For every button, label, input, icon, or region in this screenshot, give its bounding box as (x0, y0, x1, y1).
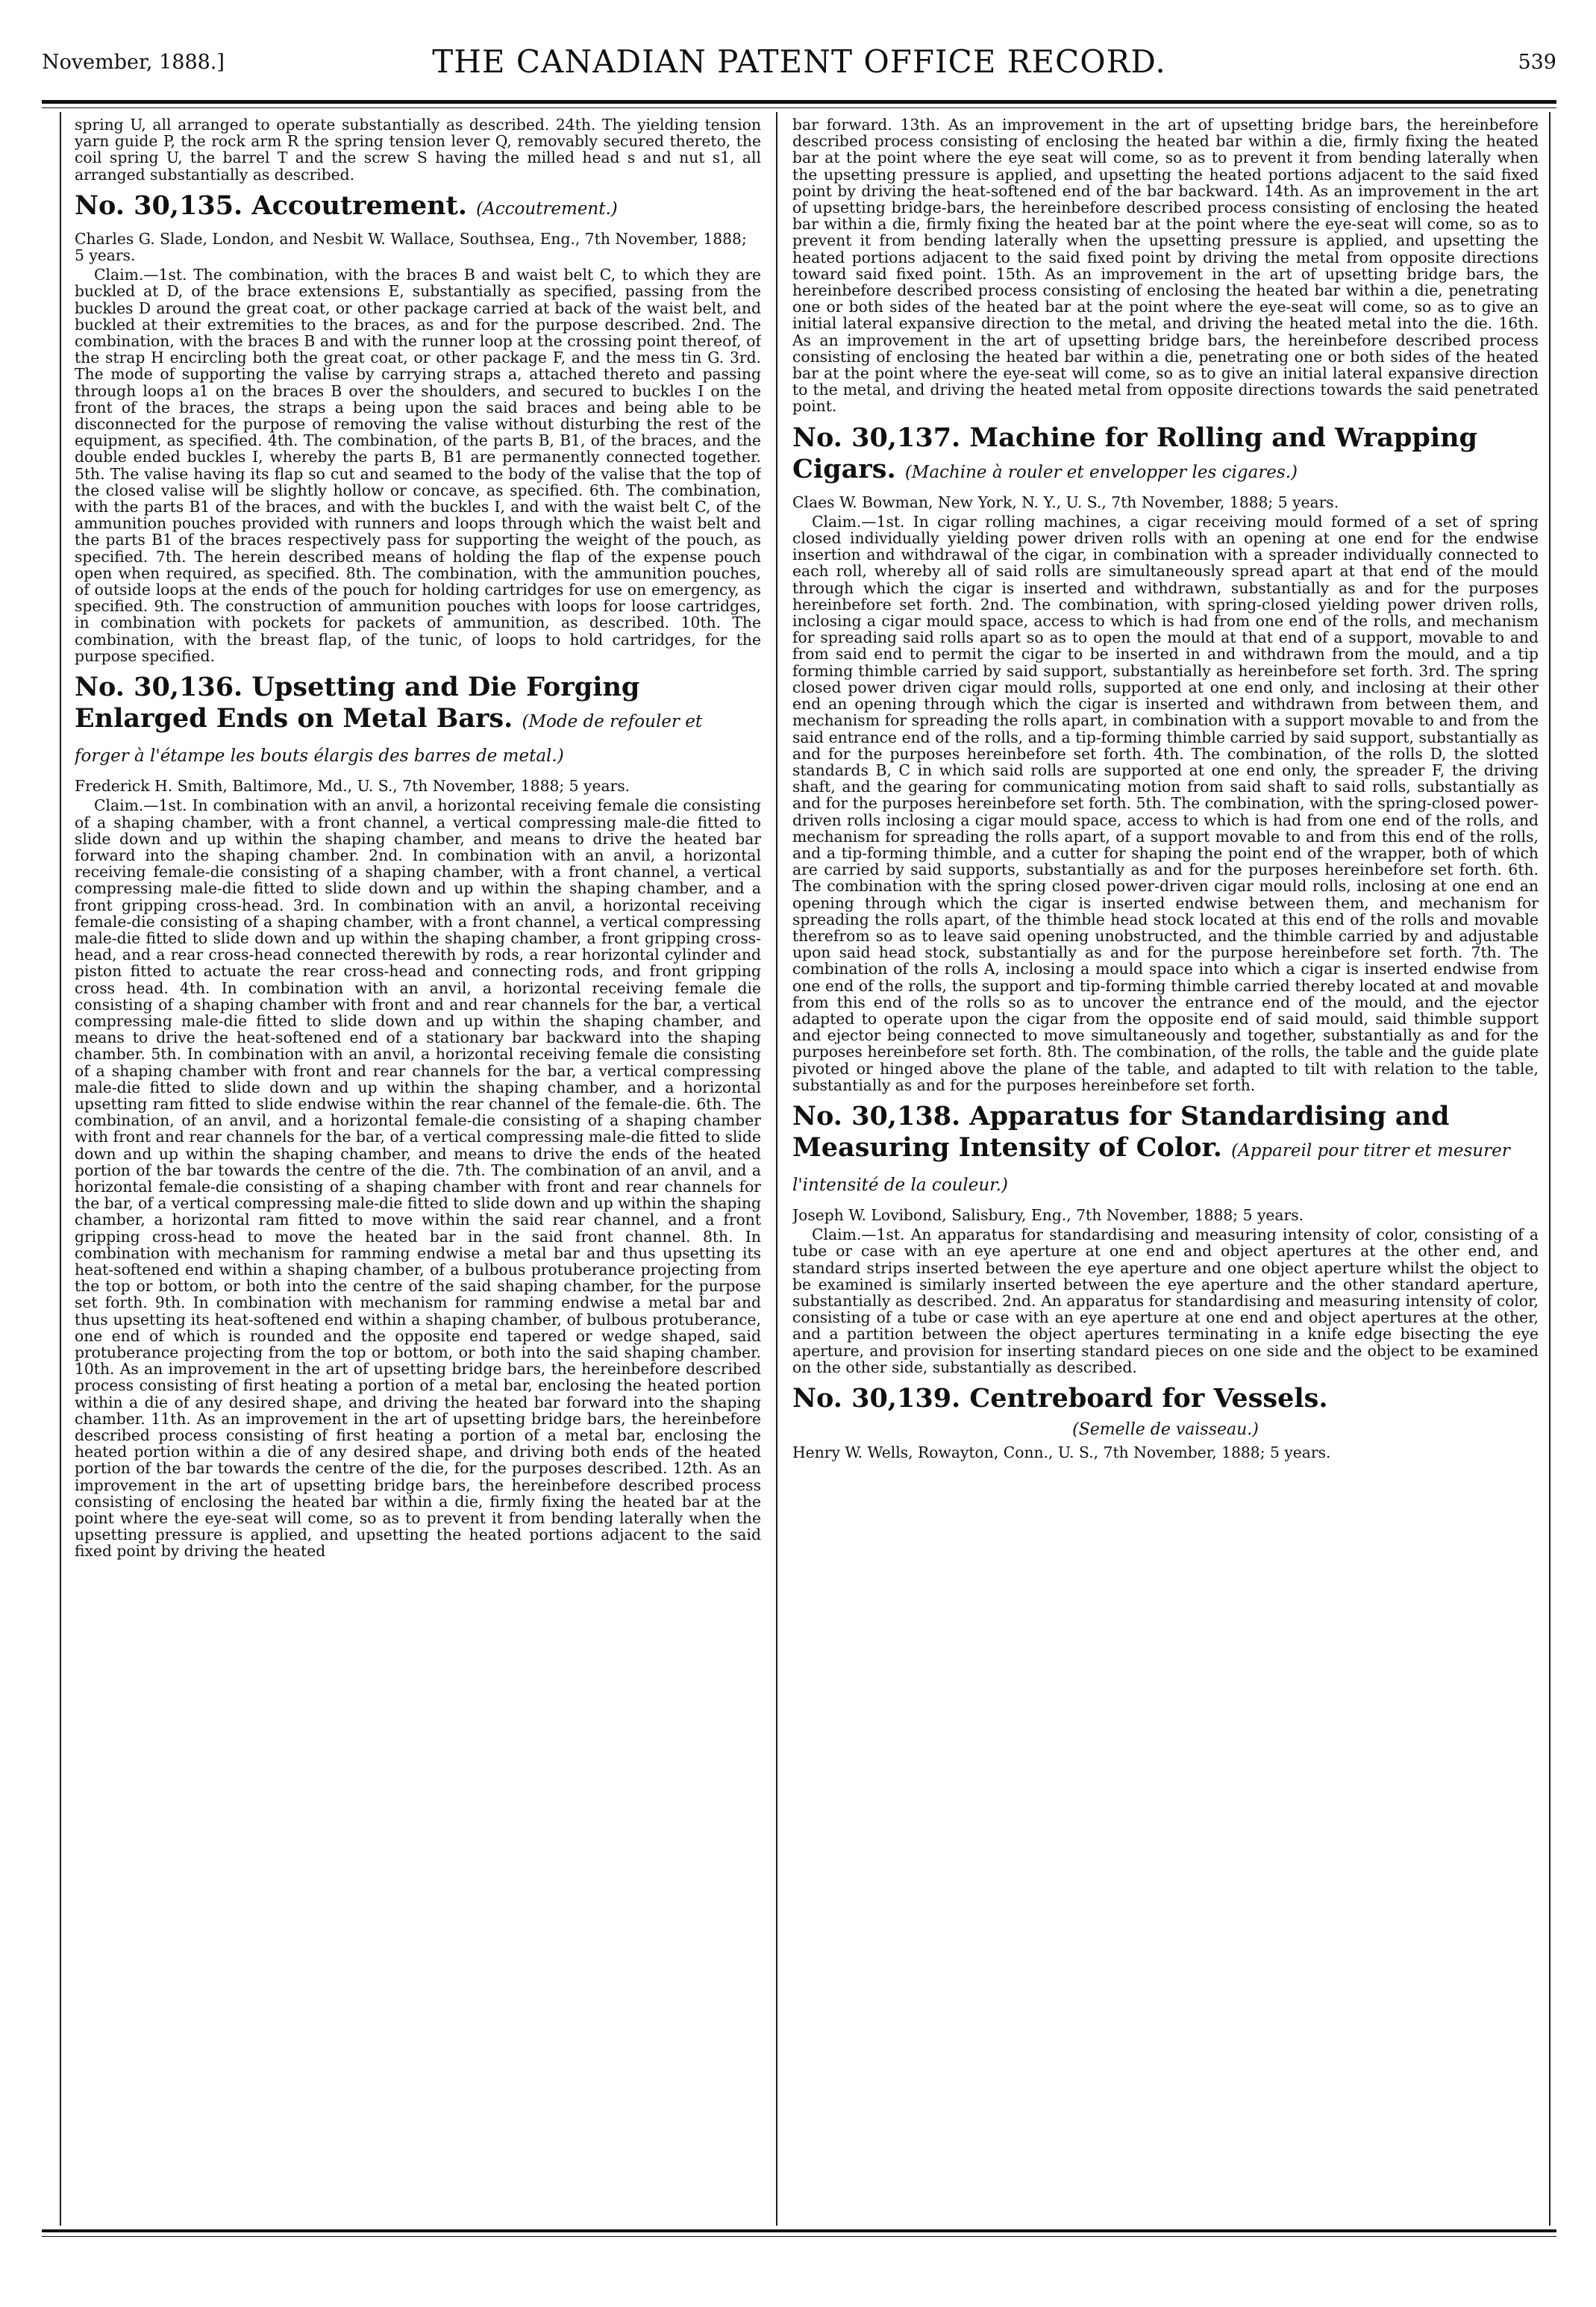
patent-title: No. 30,138. Apparatus for Standardising and Measuring Intensity of Color. (792, 1100, 1450, 1163)
patent-french-title: (Mode de refouler et forger à l'étampe les bouts élargis des barres de metal.) (75, 712, 703, 767)
continued-claim-text: bar forward. 13th. As an improvement in the art of upsetting bridge bars, the hereinbefore described process consisting of enclosing the heated bar within a die, firmly fixing the heated bar at the point where the eye seat will come, so as to prevent it from bending laterally when the upsetting pressure is applied, and upsetting the heated portions adjacent to the said fixed point by driving the heat-softened end of the bar backward. 14th. As an improvement in the art of upsetting bridge-bars, the hereinbefore described process consisting of enclosing the heated bar within a die, firmly fixing the heated bar at the point where the eye-seat will come, so as to prevent it from bending laterally when the upsetting pressure is applied, and upsetting the heated portions adjacent to the said fixed point by driving the metal from opposite directions toward said fixed point. 15th. As an improvement in the art of upsetting bridge bars, the hereinbefore described process consisting of enclosing the heated bar within a die, penetrating one or both sides of the heated bar at the point where the eye-seat will come, so as to give an initial lateral expansive direction to the metal, and driving the heated metal into the die. 16th. As an improvement in the art of upsetting bridge bars, the hereinbefore described process consisting of enclosing the heated bar within a die, penetrating one or both sides of the heated bar at the point where the eye-seat will come, so as to give an initial lateral expansive direction to the metal, and driving the heated metal from opposite directions towards the said penetrated point. (792, 116, 1539, 416)
patent-inventor: Claes W. Bowman, New York, N. Y., U. S., 7th November, 1888; 5 years. (792, 493, 1339, 511)
left-column (75, 116, 761, 2226)
publication-title: THE CANADIAN PATENT OFFICE RECORD. (432, 43, 1166, 80)
right-column (792, 116, 1539, 2226)
patent-french-title: (Machine à rouler et envelopper les cigares.) (904, 462, 1298, 482)
patent-claims: Claim.—1st. In cigar rolling machines, a cigar receiving mould formed of a set of spring closed individually yielding power driven rolls with an opening at one end for the endwise insertion and withdrawal of the cigar, in combination with a spreader individually connected to each roll, whereby all of said rolls are simultaneously spread apart at that end of the mould through which the cigar is inserted and withdrawn, substantially as and for the purposes hereinbefore set forth. 2nd. The combination, with spring-closed yielding power driven rolls, inclosing a cigar mould space, access to which is had from one end of the rolls, and mechanism for spreading said rolls apart so as to open the mould at that end of a support, movable to and from said end to permit the cigar to be inserted in and withdrawn from the mould, and a tip forming thimble carried by said support, substantially as hereinbefore set forth. 3rd. The spring closed power driven cigar mould rolls, supported at one end only, and inclosing at their other end an opening through which the cigar is inserted and withdrawn from between them, and mechanism for spreading the rolls apart, in combination with a support movable to and from the said entrance end of the rolls, and a tip-forming thimble carried by said support, substantially as and for the purposes hereinbefore set forth. 4th. The combination, of the rolls D, the slotted standards B, C in which said rolls are supported at one end only, the spreader F, the driving shaft, and the gearing for communicating motion from said shaft to said rolls, substantially as and for the purposes hereinbefore set forth. 5th. The combination, with the spring-closed power-driven rolls inclosing a cigar mould space, access to which is had from one end of the rolls, and mechanism for spreading the rolls apart, of a support movable to and from this end of the rolls, and a tip-forming thimble, and a cutter for shaping the point end of the wrapper, both of which are carried by said supports, substantially as and for the purposes hereinbefore set forth. 6th. The combination with the spring closed power-driven cigar mould rolls, inclosing at one end an opening through which the cigar is inserted endwise between them, and mechanism for spreading the rolls apart, of the thimble head stock located at this end of the rolls and movable therefrom so as to leave said opening unobstructed, and the thimble carried by and adjustable upon said head stock, substantially as and for the purpose hereinbefore set forth. 7th. The combination of the rolls A, inclosing a mould space into which a cigar is inserted endwise from one end of the rolls, the support and tip-forming thimble carried thereby located at and movable from this end of the rolls so as to uncover the entrance end of the mould, and the ejector adapted to operate upon the cigar from the opposite end of said mould, said thimble support and ejector being connected to move simultaneously and together, substantially as and for the purposes hereinbefore set forth. 8th. The combination, of the rolls, the table and the guide plate pivoted or hinged above the plane of the table, and adapted to tilt with relation to the table, substantially as and for the purposes hereinbefore set forth. (792, 512, 1539, 1094)
patent-title: No. 30,136. Upsetting and Die Forging Enlarged Ends on Metal Bars. (75, 672, 640, 734)
page-header (42, 43, 1556, 85)
patent-title: No. 30,139. Centreboard for Vessels. (792, 1383, 1328, 1414)
patent-heading-30135 (75, 190, 761, 225)
column-divider (776, 112, 777, 2226)
top-rule (42, 100, 1556, 104)
page-number: 539 (1518, 51, 1556, 74)
patent-inventor: Henry W. Wells, Rowayton, Conn., U. S., 7th November, 1888; 5 years. (792, 1443, 1331, 1461)
header-date: November, 1888.] (42, 51, 225, 74)
patent-french-title: (Appareil pour titrer et mesurer l'intensité de la couleur.) (792, 1140, 1510, 1195)
patent-inventor: Charles G. Slade, London, and Nesbit W. Wallace, Southsea, Eng., 7th November, 1888; 5 years. (75, 229, 747, 265)
patent-title: No. 30,137. Machine for Rolling and Wrapping Cigars. (792, 422, 1478, 484)
patent-title: No. 30,135. Accoutrement. (75, 190, 467, 221)
right-border (1549, 112, 1550, 2226)
bottom-rule-thin (42, 2236, 1556, 2237)
bottom-rule (42, 2229, 1556, 2232)
patent-inventor: Frederick H. Smith, Baltimore, Md., U. S., 7th November, 1888; 5 years. (75, 777, 630, 796)
patent-heading-30139 (792, 1383, 1539, 1414)
patent-claims: Claim.—1st. An apparatus for standardising and measuring intensity of color, consisting of a tube or case with an eye aperture at one end and object apertures at the other end, and standard strips inserted between the eye aperture and one object aperture whilst the object to be examined is similarly inserted between the eye aperture and the other standard aperture, substantially as described. 2nd. An apparatus for standardising and measuring intensity of color, consisting of a tube or case with an eye aperture at one end and object apertures at the other, and a partition between the object apertures terminating in a knife edge bisecting the eye aperture, and provision for inserting standard pieces on one side and the object to be examined on the other side, substantially as described. (792, 1226, 1539, 1376)
patent-inventor: Joseph W. Lovibond, Salisbury, Eng., 7th November, 1888; 5 years. (792, 1205, 1304, 1224)
left-border (60, 112, 61, 2226)
continued-claim-text: spring U, all arranged to operate substantially as described. 24th. The yielding tension yarn guide P, the rock arm R the spring tension lever Q, removably secured thereto, the coil spring U, the barrel T and the screw S having the milled head s and nut s1, all arranged substantially as described. (75, 116, 761, 184)
patent-claims: Claim.—1st. The combination, with the braces B and waist belt C, to which they are buckled at D, of the brace extensions E, substantially as specified, passing from the buckles D around the great coat, or other package carried at back of the waist belt, and buckled at their extremities to the braces, as and for the purpose described. 2nd. The combination, with the braces B and with the runner loop at the crossing point thereof, of the strap H encircling both the great coat, or other package F, and the mess tin G. 3rd. The mode of supporting the valise by carrying straps a, attached thereto and passing through loops a1 on the braces B over the shoulders, and secured to buckles I on the front of the braces, the straps a being upon the said braces and being able to be disconnected for the purpose of removing the valise without disturbing the rest of the equipment, as specified. 4th. The combination, of the parts B, B1, of the braces, and the double ended buckles I, whereby the parts B, B1 are permanently connected together. 5th. The valise having its flap so cut and seamed to the body of the valise that the top of the closed valise will be slightly hollow or concave, as specified. 6th. The combination, with the parts B1 of the braces, and with the buckles I, and with the waist belt C, of the ammunition pouches provided with runners and loops through which the waist belt and the parts B1 of the braces respectively pass for supporting the weight of the pouch, as specified. 7th. The herein described means of holding the flap of the expense pouch open when required, as specified. 8th. The combination, with the ammunition pouches, of outside loops at the ends of the pouch for holding cartridges for use on emergency, as specified. 9th. The construction of ammunition pouches with loops for loose cartridges, in combination with pockets for packets of ammunition, as described. 10th. The combination, with the breast flap, of the tunic, of loops to hold cartridges, for the purpose specified. (75, 266, 761, 665)
patent-heading-30136 (75, 672, 761, 772)
top-rule-thin (42, 107, 1556, 108)
patent-heading-30138 (792, 1101, 1539, 1201)
patent-french-title: (Accoutrement.) (476, 199, 618, 219)
patent-heading-30137 (792, 422, 1539, 488)
patent-claims: Claim.—1st. In combination with an anvil, a horizontal receiving female die consisting of a shaping chamber, with a front channel, a vertical compressing male-die fitted to slide down and up within the shaping chamber, and means to drive the heated bar forward into the shaping chamber. 2nd. In combination with an anvil, a horizontal receiving female-die consisting of a shaping chamber, with a front channel, a vertical compressing male-die fitted to slide down and up within the shaping chamber, and a front gripping cross-head. 3rd. In combination with an anvil, a horizontal receiving female-die consisting of a shaping chamber, with a front channel, a vertical compressing male-die fitted to slide down and up within the shaping chamber, a front gripping cross-head, and a rear cross-head connected therewith by rods, a rear horizontal cylinder and piston fitted to actuate the rear cross-head and connecting rods, and front gripping cross head. 4th. In combination with an anvil, a horizontal receiving female die consisting of a shaping chamber with front and and rear channels for the bar, a vertical compressing male-die fitted to slide down and up within the shaping chamber, and means to drive the heat-softened end of a stationary bar backward into the shaping chamber. 5th. In combination with an anvil, a horizontal receiving female die consisting of a shaping chamber with front and rear channels for the bar, a vertical compressing male-die fitted to slide down and up within the shaping chamber, and a horizontal upsetting ram fitted to slide endwise within the rear channel of the female-die. 6th. The combination, of an anvil, and a horizontal female-die consisting of a shaping chamber with front and rear channels for the bar, of a vertical compressing male-die fitted to slide down and up within the shaping chamber, and means to drive the ends of the heated portion of the bar towards the centre of the die. 7th. The combination of an anvil, and a horizontal female-die consisting of a shaping chamber with front and rear channels for the bar, of a vertical compressing male-die fitted to slide down and up within the shaping chamber, a horizontal ram fitted to move within the said rear channel, and a front gripping cross-head to move the heated bar in the said front channel. 8th. In combination with mechanism for ramming endwise a metal bar and thus upsetting its heat-softened end within a shaping chamber, of a bulbous protuberance projecting from the top or bottom, or both into the centre of the said shaping chamber, for the purpose set forth. 9th. In combination with mechanism for ramming endwise a metal bar and thus upsetting its heat-softened end within a shaping chamber, of bulbous protuberance, one end of which is rounded and the opposite end tapered or wedge shaped, said protuberance projecting from the top or bottom, or both into the said shaping chamber. 10th. As an improvement in the art of upsetting bridge bars, the hereinbefore described process consisting of first heating a portion of a metal bar, enclosing the heated portion within a die of any desired shape, and driving the heated bar forward into the shaping chamber. 11th. As an improvement in the art of upsetting bridge bars, the hereinbefore described process consisting of first heating a portion of a metal bar, enclosing the heated portion within a die of any desired shape, and driving both ends of the heated portion of the bar towards the centre of the die, for the purposes described. 12th. As an improvement in the art of upsetting bridge bars, the hereinbefore described process consisting of enclosing the heated bar within a die, firmly fixing the heated bar at the point where the eye-seat will come, so as to prevent it from bending laterally when the upsetting pressure is applied, and upsetting the heated portions adjacent to the said fixed point by driving the heated (75, 796, 761, 1561)
patent-french-title: (Semelle de vaisseau.) (1072, 1420, 1259, 1439)
